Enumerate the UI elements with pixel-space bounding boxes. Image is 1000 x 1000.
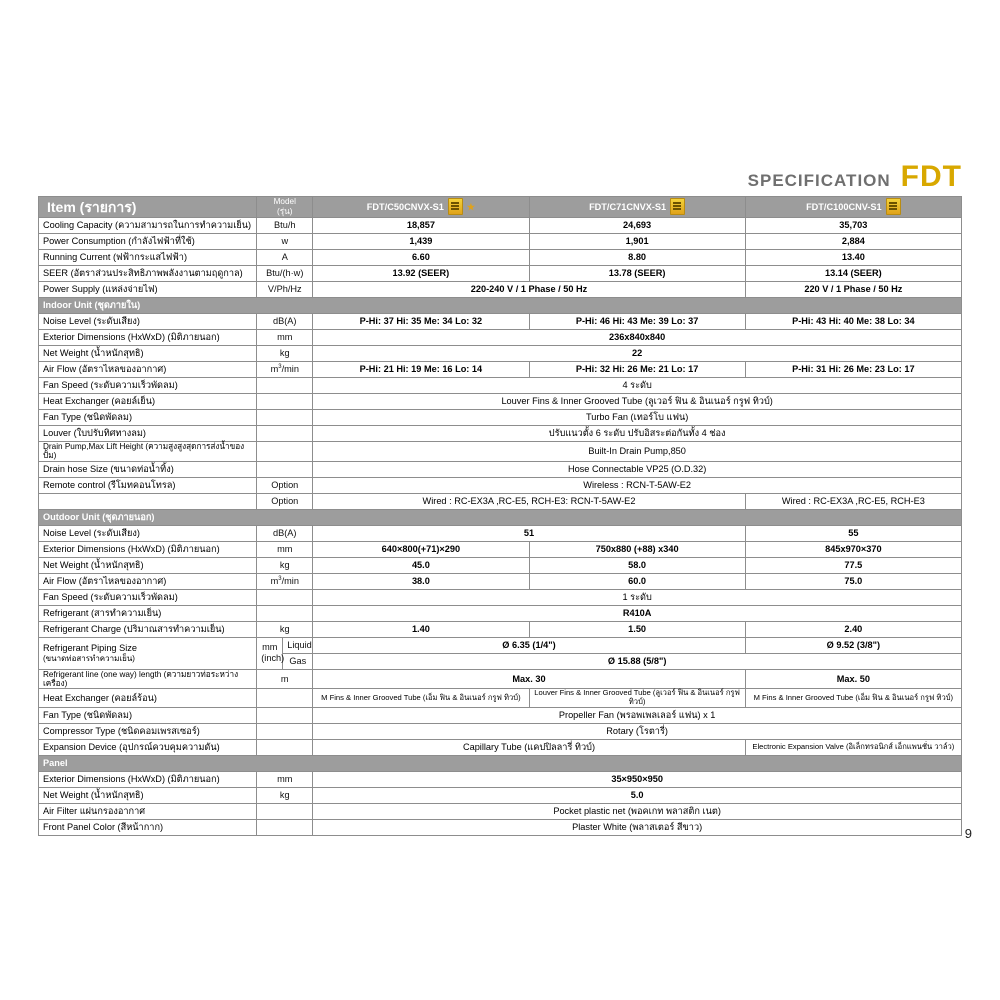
row-label: Net Weight (น้ำหนักสุทธิ) bbox=[39, 787, 257, 803]
row-unit: m bbox=[257, 669, 313, 689]
row-value: P-Hi: 32 Hi: 26 Me: 21 Lo: 17 bbox=[529, 361, 745, 377]
row-value: 2,884 bbox=[745, 233, 961, 249]
row-unit bbox=[257, 707, 313, 723]
row-value: 55 bbox=[745, 525, 961, 541]
table-row bbox=[39, 787, 962, 803]
row-value: 13.78 (SEER) bbox=[529, 265, 745, 281]
specification-model: FDT bbox=[900, 160, 962, 193]
table-row bbox=[39, 573, 962, 589]
table-row bbox=[39, 425, 962, 441]
row-value: 220 V / 1 Phase / 50 Hz bbox=[745, 281, 961, 297]
row-unit bbox=[257, 819, 313, 835]
table-row bbox=[39, 249, 962, 265]
row-unit: w bbox=[257, 233, 313, 249]
row-value: 18,857 bbox=[313, 217, 529, 233]
row-value: 1.50 bbox=[529, 621, 745, 637]
row-value: 236x840x840 bbox=[313, 329, 962, 345]
row-value: Wireless : RCN-T-5AW-E2 bbox=[313, 477, 962, 493]
row-unit: dB(A) bbox=[257, 313, 313, 329]
row-label: Running Current (ฟฟ้ากระแสไฟฟ้า) bbox=[39, 249, 257, 265]
row-label: Cooling Capacity (ความสามารถในการทำความเย็น) bbox=[39, 217, 257, 233]
table-row bbox=[39, 493, 962, 509]
row-value: P-Hi: 46 Hi: 43 Me: 39 Lo: 37 bbox=[529, 313, 745, 329]
row-value: Pocket plastic net (พอคเกท พลาสติก เนต) bbox=[313, 803, 962, 819]
row-value: 77.5 bbox=[745, 557, 961, 573]
row-subunit: Liquid bbox=[283, 637, 313, 653]
row-unit: A bbox=[257, 249, 313, 265]
row-label: Fan Type (ชนิดพัดลม) bbox=[39, 409, 257, 425]
row-label: SEER (อัตราส่วนประสิทธิภาพพลังงานตามฤดูกาล) bbox=[39, 265, 257, 281]
header-model-3 bbox=[745, 197, 961, 218]
row-label: Net Weight (น้ำหนักสุทธิ) bbox=[39, 557, 257, 573]
row-unit: $m^3/\min$ bbox=[257, 573, 313, 589]
model-name: FDT/C100CNV-S1 bbox=[806, 201, 882, 212]
row-value: M Fins & Inner Grooved Tube (เอ็ม ฟิน & อินเนอร์ กรูฟ ทิวบ์) bbox=[313, 689, 529, 707]
row-unit: mm bbox=[257, 329, 313, 345]
row-value: R410A bbox=[313, 605, 962, 621]
row-value: M Fins & Inner Grooved Tube (เอ็ม ฟิน & อินเนอร์ กรูฟ ทิวบ์) bbox=[745, 689, 961, 707]
row-value: P-Hi: 21 Hi: 19 Me: 16 Lo: 14 bbox=[313, 361, 529, 377]
table-row bbox=[39, 361, 962, 377]
row-label: Heat Exchanger (คอยล์เย็น) bbox=[39, 393, 257, 409]
row-value: Wired : RC-EX3A ,RC-E5, RCH-E3 bbox=[745, 493, 961, 509]
row-value: Turbo Fan (เทอร์โบ แฟน) bbox=[313, 409, 962, 425]
row-label: Air Flow (อัตราไหลของอากาศ) bbox=[39, 361, 257, 377]
row-unit: kg bbox=[257, 345, 313, 361]
table-row bbox=[39, 771, 962, 787]
table-row bbox=[39, 477, 962, 493]
row-label: Exterior Dimensions (HxWxD) (มิติภายนอก) bbox=[39, 771, 257, 787]
header-item: Item (รายการ) bbox=[39, 197, 257, 218]
row-value: 6.60 bbox=[313, 249, 529, 265]
row-value: 8.80 bbox=[529, 249, 745, 265]
star-icon: ★ bbox=[466, 201, 475, 212]
header-model-1 bbox=[313, 197, 529, 218]
section-title: Outdoor Unit (ชุดภายนอก) bbox=[39, 509, 962, 525]
row-label bbox=[39, 493, 257, 509]
row-label: Refrigerant line (one way) length (ความยาวท่อระหว่างเครื่อง) bbox=[39, 669, 257, 689]
row-value: 5.0 bbox=[313, 787, 962, 803]
row-label: Noise Level (ระดับเสียง) bbox=[39, 525, 257, 541]
row-unit bbox=[257, 689, 313, 707]
row-subunit: Gas bbox=[283, 653, 313, 669]
row-label: Compressor Type (ชนิดคอมเพรสเซอร์) bbox=[39, 723, 257, 739]
row-label: Net Weight (น้ำหนักสุทธิ) bbox=[39, 345, 257, 361]
row-unit bbox=[257, 377, 313, 393]
row-unit bbox=[257, 723, 313, 739]
row-label: Drain Pump,Max Lift Height (ความสูงสูงสุดการส่งน้ำของปั้ม) bbox=[39, 441, 257, 461]
section-header-row bbox=[39, 509, 962, 525]
row-value: P-Hi: 31 Hi: 26 Me: 23 Lo: 17 bbox=[745, 361, 961, 377]
table-row bbox=[39, 329, 962, 345]
row-unit: kg bbox=[257, 787, 313, 803]
row-unit bbox=[257, 409, 313, 425]
row-unit: $m^3/\min$ bbox=[257, 361, 313, 377]
table-row bbox=[39, 217, 962, 233]
row-unit: kg bbox=[257, 621, 313, 637]
row-unit bbox=[257, 739, 313, 755]
table-row bbox=[39, 525, 962, 541]
model-name: FDT/C71CNVX-S1 bbox=[589, 201, 667, 212]
table-row bbox=[39, 265, 962, 281]
row-unit bbox=[257, 393, 313, 409]
row-value: 58.0 bbox=[529, 557, 745, 573]
row-value: 51 bbox=[313, 525, 745, 541]
specification-table bbox=[38, 196, 962, 836]
row-label: Air Flow (อัตราไหลของอากาศ) bbox=[39, 573, 257, 589]
row-label: Louver (ใบปรับทิศทางลม) bbox=[39, 425, 257, 441]
row-label: Refrigerant Charge (ปริมาณสารทำความเย็น) bbox=[39, 621, 257, 637]
row-value: 35×950×950 bbox=[313, 771, 962, 787]
table-row bbox=[39, 637, 962, 653]
row-value: 13.92 (SEER) bbox=[313, 265, 529, 281]
table-header-row bbox=[39, 197, 962, 218]
row-value: 60.0 bbox=[529, 573, 745, 589]
row-label: Fan Type (ชนิดพัดลม) bbox=[39, 707, 257, 723]
row-unit bbox=[257, 441, 313, 461]
row-value: Hose Connectable VP25 (O.D.32) bbox=[313, 461, 962, 477]
row-value: 4 ระดับ bbox=[313, 377, 962, 393]
row-value: 220-240 V / 1 Phase / 50 Hz bbox=[313, 281, 745, 297]
table-row bbox=[39, 461, 962, 477]
row-value: 24,693 bbox=[529, 217, 745, 233]
table-row bbox=[39, 739, 962, 755]
table-row bbox=[39, 441, 962, 461]
table-row bbox=[39, 605, 962, 621]
table-row bbox=[39, 377, 962, 393]
row-unit: mm (inch) bbox=[257, 637, 283, 669]
row-label: Noise Level (ระดับเสียง) bbox=[39, 313, 257, 329]
row-label: Expansion Device (อุปกรณ์ควบคุมความดัน) bbox=[39, 739, 257, 755]
row-value: Ø 9.52 (3/8") bbox=[745, 637, 961, 653]
table-row bbox=[39, 689, 962, 707]
row-value: Louver Fins & Inner Grooved Tube (ลูเวอร์ ฟิน & อินเนอร์ กรูฟ ทิวบ์) bbox=[313, 393, 962, 409]
row-unit bbox=[257, 461, 313, 477]
row-value: Max. 50 bbox=[745, 669, 961, 689]
row-label: Power Consumption (กำลังไฟฟ้าที่ใช้) bbox=[39, 233, 257, 249]
header-model-unit: Model (รุ่น) bbox=[257, 197, 313, 218]
table-row bbox=[39, 819, 962, 835]
row-label: Fan Speed (ระดับความเร็วพัดลม) bbox=[39, 589, 257, 605]
row-unit bbox=[257, 605, 313, 621]
row-value: 845x970×370 bbox=[745, 541, 961, 557]
row-value: 1,439 bbox=[313, 233, 529, 249]
row-value: 750x880 (+88) x340 bbox=[529, 541, 745, 557]
row-unit: dB(A) bbox=[257, 525, 313, 541]
table-row bbox=[39, 803, 962, 819]
row-value: Plaster White (พลาสเตอร์ สีขาว) bbox=[313, 819, 962, 835]
row-unit: Option bbox=[257, 493, 313, 509]
model-name: FDT/C50CNVX-S1 bbox=[366, 201, 444, 212]
row-value: 22 bbox=[313, 345, 962, 361]
row-value: Wired : RC-EX3A ,RC-E5, RCH-E3: RCN-T-5AW-E2 bbox=[313, 493, 745, 509]
table-row bbox=[39, 233, 962, 249]
row-value: 35,703 bbox=[745, 217, 961, 233]
table-row bbox=[39, 557, 962, 573]
row-value: Ø 6.35 (1/4") bbox=[313, 637, 745, 653]
row-value: 75.0 bbox=[745, 573, 961, 589]
table-row bbox=[39, 281, 962, 297]
page-number: 9 bbox=[964, 826, 972, 841]
row-label: Remote control (รีโมทคอนโทรล) bbox=[39, 477, 257, 493]
row-unit bbox=[257, 425, 313, 441]
row-unit: Btu/h bbox=[257, 217, 313, 233]
table-row bbox=[39, 409, 962, 425]
energy-label-icon bbox=[886, 198, 901, 215]
table-row bbox=[39, 707, 962, 723]
row-value: Ø 15.88 (5/8") bbox=[313, 653, 962, 669]
table-row bbox=[39, 723, 962, 739]
row-label: Exterior Dimensions (HxWxD) (มิติภายนอก) bbox=[39, 329, 257, 345]
row-value: ปรับแนวตั้ง 6 ระดับ ปรับอิสระต่อกันทั้ง 4 ช่อง bbox=[313, 425, 962, 441]
row-label: Power Supply (แหล่งจ่ายไฟ) bbox=[39, 281, 257, 297]
row-label: Heat Exchanger (คอยล์ร้อน) bbox=[39, 689, 257, 707]
row-value: 1 ระดับ bbox=[313, 589, 962, 605]
table-row bbox=[39, 345, 962, 361]
table-row bbox=[39, 541, 962, 557]
section-header-row bbox=[39, 755, 962, 771]
row-value: 2.40 bbox=[745, 621, 961, 637]
specification-label: SPECIFICATION bbox=[747, 171, 891, 190]
row-value: Louver Fins & Inner Grooved Tube (ลูเวอร์ ฟิน & อินเนอร์ กรูฟ ทิวบ์) bbox=[529, 689, 745, 707]
row-label: Front Panel Color (สีหน้ากาก) bbox=[39, 819, 257, 835]
table-row bbox=[39, 393, 962, 409]
row-unit: kg bbox=[257, 557, 313, 573]
row-label: Fan Speed (ระดับความเร็วพัดลม) bbox=[39, 377, 257, 393]
energy-label-icon bbox=[670, 198, 685, 215]
row-label: Exterior Dimensions (HxWxD) (มิติภายนอก) bbox=[39, 541, 257, 557]
table-row bbox=[39, 669, 962, 689]
row-unit: mm bbox=[257, 541, 313, 557]
row-value: Capillary Tube (แคปปิลลารี่ ทิวบ์) bbox=[313, 739, 745, 755]
row-value: Max. 30 bbox=[313, 669, 745, 689]
table-row bbox=[39, 313, 962, 329]
row-label: Drain hose Size (ขนาดท่อน้ำทิ้ง) bbox=[39, 461, 257, 477]
section-title: Panel bbox=[39, 755, 962, 771]
row-value: P-Hi: 37 Hi: 35 Me: 34 Lo: 32 bbox=[313, 313, 529, 329]
row-label: Air Filter แผ่นกรองอากาศ bbox=[39, 803, 257, 819]
row-unit bbox=[257, 589, 313, 605]
row-value: Rotary (โรตารี่) bbox=[313, 723, 962, 739]
row-value: 13.14 (SEER) bbox=[745, 265, 961, 281]
table-row bbox=[39, 589, 962, 605]
row-unit: Option bbox=[257, 477, 313, 493]
row-unit: V/Ph/Hz bbox=[257, 281, 313, 297]
row-value: P-Hi: 43 Hi: 40 Me: 38 Lo: 34 bbox=[745, 313, 961, 329]
header-model-2 bbox=[529, 197, 745, 218]
section-title: Indoor Unit (ชุดภายใน) bbox=[39, 297, 962, 313]
table-row bbox=[39, 621, 962, 637]
section-header-row bbox=[39, 297, 962, 313]
row-unit: mm bbox=[257, 771, 313, 787]
row-unit bbox=[257, 803, 313, 819]
row-value: 45.0 bbox=[313, 557, 529, 573]
row-value: 1,901 bbox=[529, 233, 745, 249]
row-value: 1.40 bbox=[313, 621, 529, 637]
row-unit: Btu/(h·w) bbox=[257, 265, 313, 281]
row-value: 38.0 bbox=[313, 573, 529, 589]
row-value: Built-In Drain Pump,850 bbox=[313, 441, 962, 461]
row-value: Propeller Fan (พรอพเพลเลอร์ แฟน) x 1 bbox=[313, 707, 962, 723]
row-value: 640×800(+71)×290 bbox=[313, 541, 529, 557]
row-label: Refrigerant (สารทำความเย็น) bbox=[39, 605, 257, 621]
row-label: Refrigerant Piping Size (ขนาดท่อสารทำความเย็น) bbox=[39, 637, 257, 669]
row-value: Electronic Expansion Valve (อิเล็กทรอนิกส์ เอ็กแพนชั่น วาล์ว) bbox=[745, 739, 961, 755]
row-value: 13.40 bbox=[745, 249, 961, 265]
specification-header bbox=[748, 160, 962, 194]
energy-label-icon bbox=[448, 198, 463, 215]
